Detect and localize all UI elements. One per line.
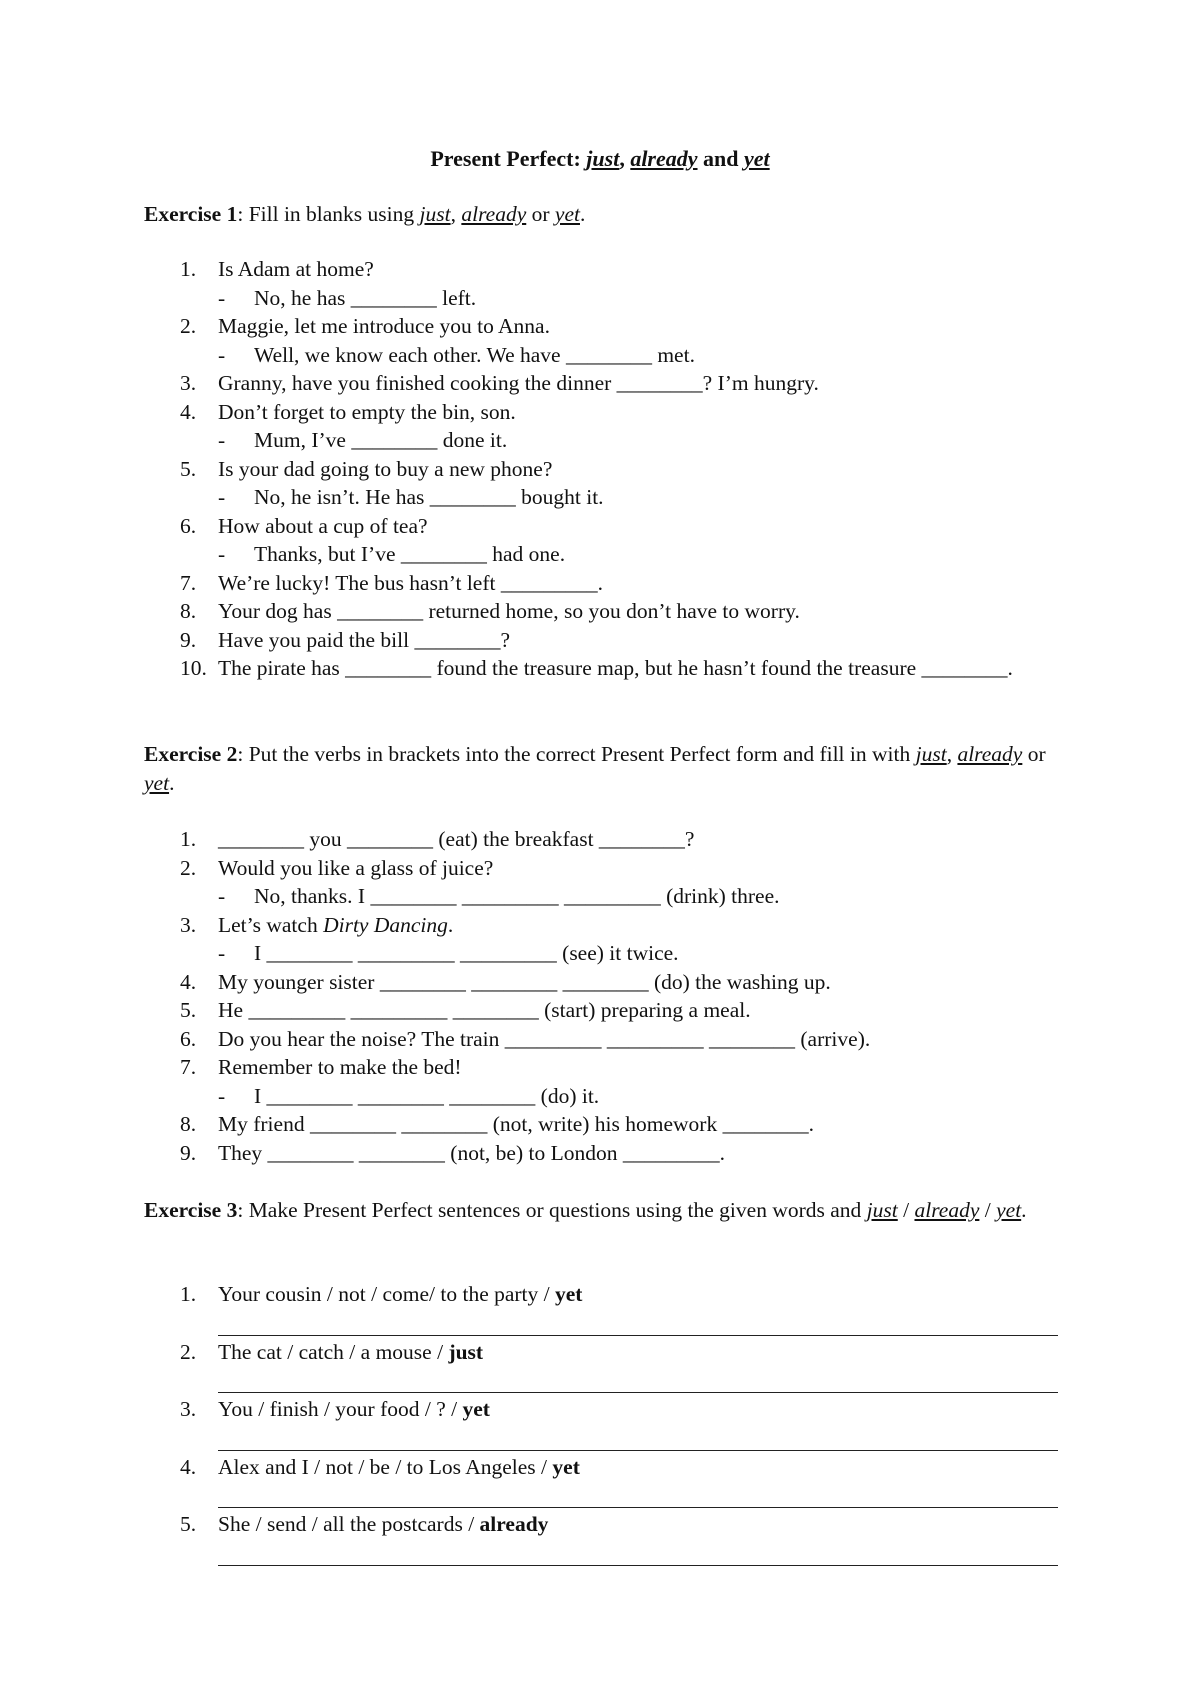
list-item <box>144 1139 1064 1168</box>
list-item <box>144 255 1064 312</box>
item-number: 4. <box>180 399 197 424</box>
item-reply: - No, thanks. I ________ _________ _________ (drink) three. <box>218 884 780 908</box>
item-keyword: just <box>448 1339 484 1364</box>
item-reply: - I ________ _________ _________ (see) it twice. <box>218 941 679 965</box>
reply-text: Mum, I’ve ________ done it. <box>254 428 508 452</box>
reply-text: No, he has ________ left. <box>254 285 477 310</box>
item-number: 1. <box>180 257 197 281</box>
item-number: 1. <box>180 827 197 851</box>
item-text: Alex and I / not / be / to Los Angeles / <box>218 1454 553 1479</box>
answer-line[interactable] <box>218 1485 1058 1508</box>
exercise-2-heading <box>144 740 1064 797</box>
ex2-word-already: already <box>957 742 1023 766</box>
item-number: 3. <box>180 371 197 395</box>
list-item <box>144 455 1064 512</box>
item-number: 5. <box>180 998 197 1022</box>
item-reply: - Well, we know each other. We have ________ met. <box>218 342 695 367</box>
ex1-word-yet: yet <box>554 202 580 226</box>
title-word-just: just <box>586 146 620 171</box>
list-item <box>144 597 1064 626</box>
exercise-2-instruction: : Put the verbs in brackets into the correct Present Perfect form and fill in with <box>237 742 916 766</box>
title-word-yet: yet <box>744 146 770 171</box>
title-word-already: already <box>630 146 698 171</box>
list-item <box>144 825 1064 854</box>
item-text-end: . <box>447 912 454 937</box>
item-text: Have you paid the bill ________? <box>218 627 510 652</box>
item-number: 8. <box>180 1112 197 1136</box>
item-number: 6. <box>180 513 197 538</box>
item-reply: - I ________ ________ ________ (do) it. <box>218 1083 600 1108</box>
item-text: You / finish / your food / ? / <box>218 1397 463 1421</box>
list-item <box>144 626 1064 655</box>
item-number: 2. <box>180 314 197 338</box>
item-number: 1. <box>180 1282 197 1306</box>
list-item <box>144 1510 1064 1566</box>
title-and: and <box>697 146 744 171</box>
list-item <box>144 1110 1064 1139</box>
exercise-3-heading <box>144 1196 1064 1225</box>
item-text: Is Adam at home? <box>218 257 374 281</box>
item-keyword: already <box>479 1512 549 1536</box>
list-item <box>144 512 1064 569</box>
item-text: He _________ _________ ________ (start) preparing a meal. <box>218 998 751 1022</box>
item-text: She / send / all the postcards / <box>218 1512 480 1536</box>
reply-text: No, he isn’t. He has ________ bought it. <box>254 485 604 509</box>
item-number: 8. <box>180 599 197 623</box>
item-text: Is your dad going to buy a new phone? <box>218 456 553 481</box>
item-number: 3. <box>180 1397 197 1421</box>
exercise-1-list <box>144 255 1064 683</box>
item-text: We’re lucky! The bus hasn’t left _________. <box>218 570 603 595</box>
item-text: How about a cup of tea? <box>218 513 428 538</box>
list-item <box>144 1025 1064 1054</box>
ex3-sep: / <box>979 1198 997 1222</box>
list-item <box>144 312 1064 369</box>
item-number: 7. <box>180 570 197 595</box>
ex2-word-yet: yet <box>144 770 170 795</box>
item-text: Granny, have you finished cooking the dinner ________? I’m hungry. <box>218 371 819 395</box>
item-number: 5. <box>180 456 197 481</box>
ex2-sep: , <box>946 742 958 766</box>
list-item <box>144 1053 1064 1110</box>
ex3-word-just: just <box>866 1198 898 1222</box>
answer-line[interactable] <box>218 1543 1058 1566</box>
item-number: 2. <box>180 855 197 880</box>
list-item <box>144 996 1064 1025</box>
ex1-word-already: already <box>461 202 527 226</box>
list-item <box>144 569 1064 598</box>
item-number: 9. <box>180 1140 197 1165</box>
item-text: My friend ________ ________ (not, write) his homework ________. <box>218 1112 814 1136</box>
answer-line[interactable] <box>218 1370 1058 1393</box>
exercise-2-list <box>144 825 1064 1167</box>
ex1-end: . <box>579 202 586 226</box>
exercise-2-label: Exercise 2 <box>144 742 238 766</box>
item-text: My younger sister ________ ________ ________ (do) the washing up. <box>218 969 831 994</box>
page-title <box>0 145 1200 173</box>
item-reply: - Thanks, but I’ve ________ had one. <box>218 542 566 566</box>
item-text: Would you like a glass of juice? <box>218 855 494 880</box>
list-item <box>144 398 1064 455</box>
item-text: Do you hear the noise? The train _________ _________ ________ (arrive). <box>218 1026 871 1051</box>
reply-text: Well, we know each other. We have ________ met. <box>254 342 695 367</box>
item-text: The pirate has ________ found the treasure map, but he hasn’t found the treasure ________. <box>218 656 1013 680</box>
ex3-sep: / <box>897 1198 915 1222</box>
list-item <box>144 1453 1064 1509</box>
list-item <box>144 369 1064 398</box>
answer-line[interactable] <box>218 1428 1058 1451</box>
item-text: Remember to make the bed! <box>218 1055 462 1079</box>
ex1-word-just: just <box>419 202 451 226</box>
item-text: Let’s watch <box>218 912 324 937</box>
ex3-end: . <box>1021 1198 1027 1222</box>
movie-title: Dirty Dancing <box>323 912 448 937</box>
exercise-1-heading <box>144 200 1064 229</box>
list-item <box>144 911 1064 968</box>
title-prefix: Present Perfect: <box>430 146 587 171</box>
item-reply: - No, he isn’t. He has ________ bought it. <box>218 485 604 509</box>
item-number: 3. <box>180 912 197 937</box>
item-text: Maggie, let me introduce you to Anna. <box>218 314 550 338</box>
item-text: Your cousin / not / come/ to the party / <box>218 1282 556 1306</box>
item-reply: - No, he has ________ left. <box>218 285 477 310</box>
answer-line[interactable] <box>218 1313 1058 1336</box>
exercise-1-label: Exercise 1 <box>144 202 238 226</box>
ex2-end: . <box>169 770 175 795</box>
reply-text: No, thanks. I ________ _________ _________ (drink) three. <box>254 884 780 908</box>
reply-text: I ________ _________ _________ (see) it twice. <box>254 941 679 965</box>
item-number: 5. <box>180 1512 197 1536</box>
list-item <box>144 1395 1064 1451</box>
item-keyword: yet <box>555 1282 583 1306</box>
reply-text: I ________ ________ ________ (do) it. <box>254 1083 600 1108</box>
list-item <box>144 968 1064 997</box>
ex1-or: or <box>526 202 555 226</box>
exercise-1-instruction: : Fill in blanks using <box>237 202 420 226</box>
item-text: The cat / catch / a mouse / <box>218 1339 449 1364</box>
list-item <box>144 654 1064 683</box>
item-text: Don’t forget to empty the bin, son. <box>218 399 516 424</box>
item-number: 9. <box>180 627 197 652</box>
exercise-3-list <box>144 1280 1064 1568</box>
item-keyword: yet <box>462 1397 490 1421</box>
item-number: 10. <box>180 656 207 680</box>
list-item <box>144 1338 1064 1394</box>
exercise-3-label: Exercise 3 <box>144 1198 238 1222</box>
ex1-sep: , <box>450 202 462 226</box>
list-item <box>144 854 1064 911</box>
item-text: They ________ ________ (not, be) to London _________. <box>218 1140 725 1165</box>
item-number: 4. <box>180 969 197 994</box>
item-number: 2. <box>180 1339 197 1364</box>
ex3-word-yet: yet <box>996 1198 1022 1222</box>
item-reply: - Mum, I’ve ________ done it. <box>218 428 508 452</box>
ex3-word-already: already <box>914 1198 980 1222</box>
item-text: ________ you ________ (eat) the breakfast ________? <box>218 827 695 851</box>
item-number: 6. <box>180 1026 197 1051</box>
title-sep: , <box>619 146 631 171</box>
ex2-or: or <box>1022 742 1046 766</box>
list-item <box>144 1280 1064 1336</box>
ex2-word-just: just <box>915 742 947 766</box>
item-keyword: yet <box>552 1454 580 1479</box>
exercise-3-instruction: : Make Present Perfect sentences or questions using the given words and <box>237 1198 867 1222</box>
item-number: 7. <box>180 1055 197 1079</box>
item-number: 4. <box>180 1454 197 1479</box>
reply-text: Thanks, but I’ve ________ had one. <box>254 542 566 566</box>
item-text: Your dog has ________ returned home, so you don’t have to worry. <box>218 599 800 623</box>
